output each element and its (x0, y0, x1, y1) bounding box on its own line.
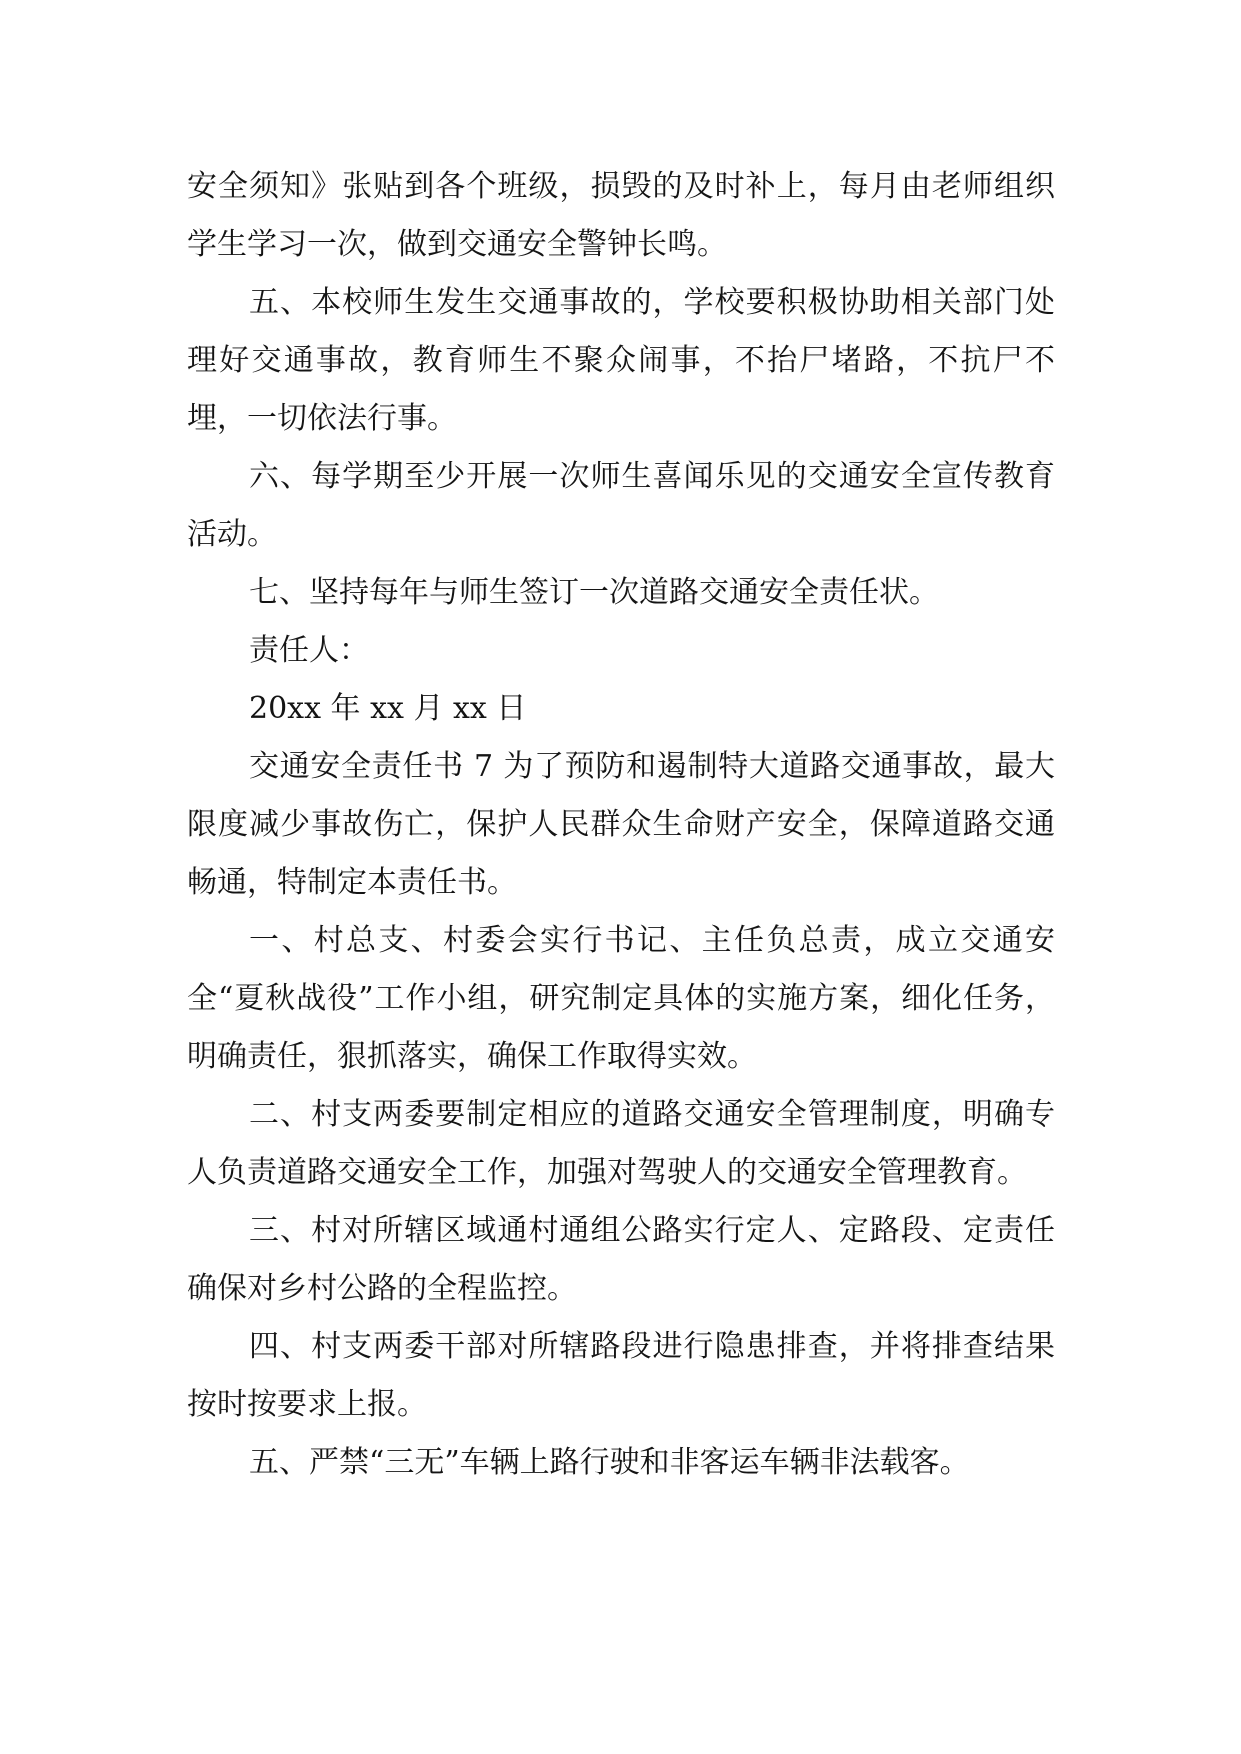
document-body (187, 158, 1055, 1492)
paragraph-item-7-annual-agreement: 七、坚持每年与师生签订一次道路交通安全责任状。 (249, 575, 939, 610)
date-line: 20xx 年 xx 月 xx 日 (249, 691, 527, 726)
paragraph-item-3-road-monitoring: 三、村对所辖区域通村通组公路实行定人、定路段、定责任确保对乡村公路的全程监控。 (187, 1213, 1055, 1306)
paragraph-intro-responsibility-letter-7: 交通安全责任书 7 为了预防和遏制特大道路交通事故，最大限度减少事故伤亡，保护人民群众生命财产安全，保障道路交通畅通，特制定本责任书。 (187, 749, 1055, 900)
responsible-person-label: 责任人： (249, 633, 369, 668)
paragraph-item-4-hazard-inspection: 四、村支两委干部对所辖路段进行隐患排查，并将排查结果按时按要求上报。 (187, 1329, 1055, 1422)
paragraph-item-5-accident-handling: 五、本校师生发生交通事故的，学校要积极协助相关部门处理好交通事故，教育师生不聚众闹事，不抬尸堵路，不抗尸不埋，一切依法行事。 (187, 285, 1055, 436)
paragraph-item-6-education-activity: 六、每学期至少开展一次师生喜闻乐见的交通安全宣传教育活动。 (187, 459, 1055, 552)
paragraph-continuation: 安全须知》张贴到各个班级，损毁的及时补上，每月由老师组织学生学习一次，做到交通安全警钟长鸣。 (187, 169, 1055, 262)
paragraph-item-2-management-system: 二、村支两委要制定相应的道路交通安全管理制度，明确专人负责道路交通安全工作，加强对驾驶人的交通安全管理教育。 (187, 1097, 1055, 1190)
paragraph-item-1-leadership: 一、村总支、村委会实行书记、主任负总责，成立交通安全“夏秋战役”工作小组，研究制定具体的实施方案，细化任务，明确责任，狠抓落实，确保工作取得实效。 (187, 923, 1055, 1074)
paragraph-item-5-illegal-passengers: 五、严禁“三无”车辆上路行驶和非客运车辆非法载客。 (249, 1445, 970, 1480)
